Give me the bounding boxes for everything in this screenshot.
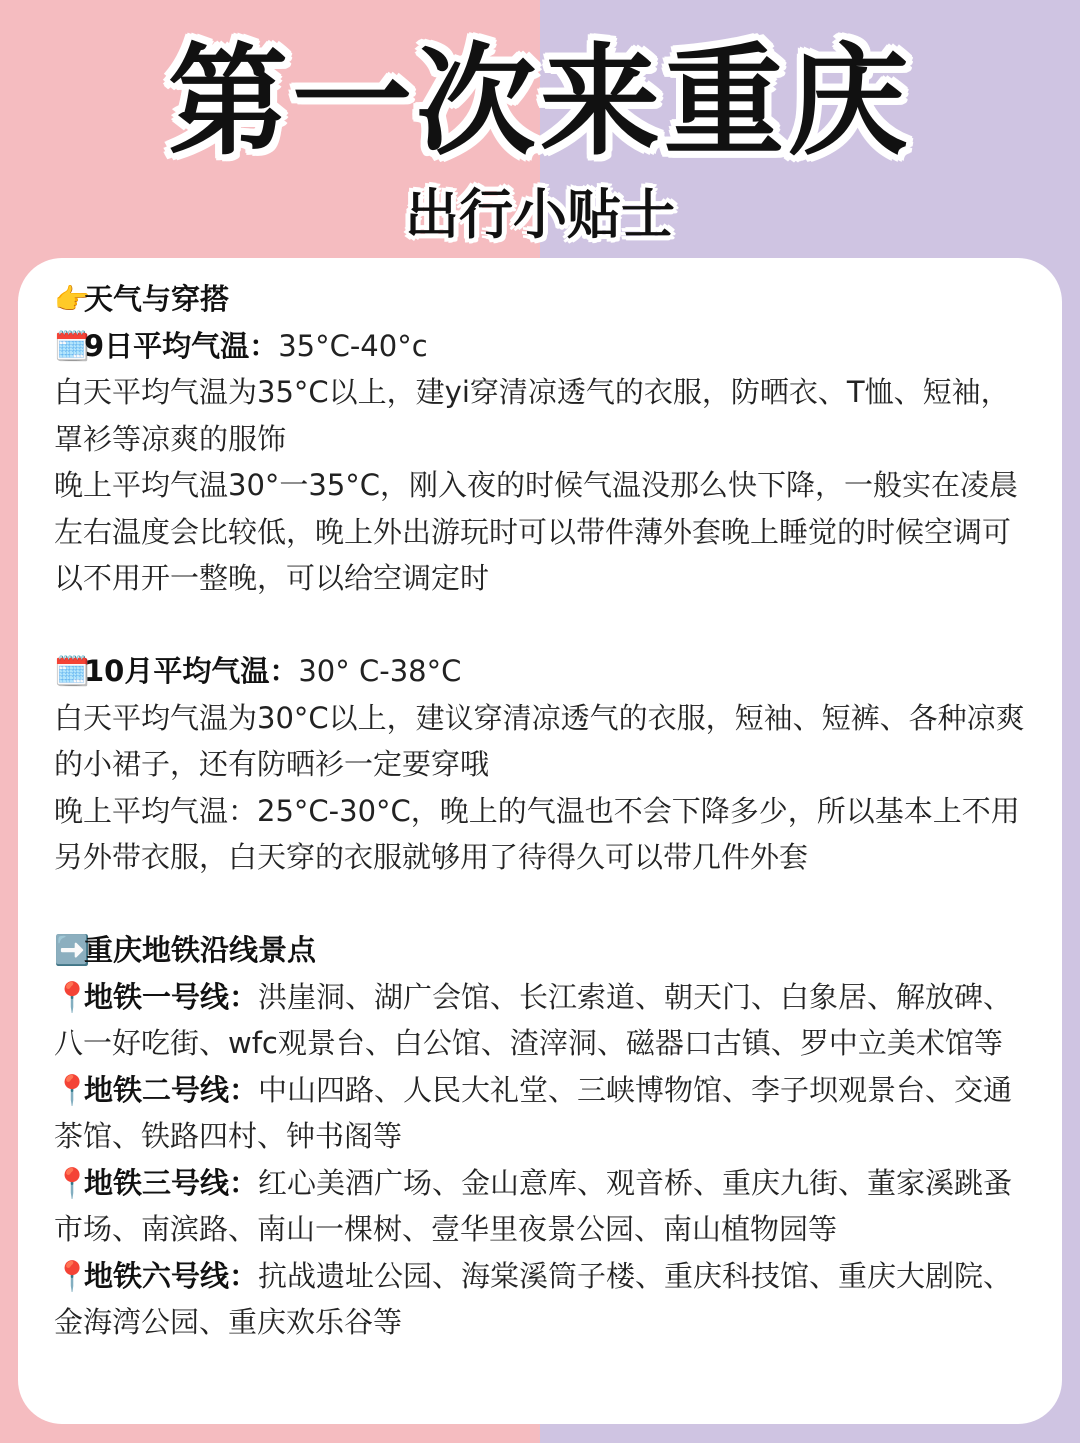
pin-icon: 📍	[54, 979, 91, 1014]
right-arrow-icon: ➡️	[54, 933, 91, 967]
metro-line-sights: 红心美酒广场、金山意库、观音桥、重庆九街、董家溪跳蚤市场、南滨路、南山一棵树、壹华里夜景公园、南山植物园等	[54, 1165, 1013, 1246]
pin-icon: 📍	[54, 1258, 91, 1293]
september-temp-label: 9日平均气温：	[84, 328, 279, 363]
section-metro-heading: ➡️重庆地铁沿线景点	[54, 927, 1029, 974]
page-title: 第一次来重庆	[168, 33, 912, 172]
metro-line-sights: 中山四路、人民大礼堂、三峡博物馆、李子坝观景台、交通茶馆、铁路四村、钟书阁等	[54, 1072, 1013, 1153]
calendar-icon: 🗓️	[54, 328, 91, 363]
calendar-icon: 🗓️	[54, 654, 91, 688]
october-temp-line	[54, 648, 1029, 695]
september-day-paragraph: 白天平均气温为35°C以上，建yi穿清凉透气的衣服，防晒衣、T恤、短袖，罩衫等凉爽的服饰	[54, 375, 1010, 456]
metro-line-6	[54, 1253, 1029, 1346]
october-night-paragraph: 晚上平均气温：25°C-30°C，晚上的气温也不会下降多少，所以基本上不用另外带衣服，白天穿的衣服就够用了待得久可以带几件外套	[54, 793, 1020, 874]
metro-line-2	[54, 1067, 1029, 1160]
metro-line-1	[54, 974, 1029, 1067]
metro-line-sights: 洪崖洞、湖广会馆、长江索道、朝天门、白象居、解放碑、八一好吃街、wfc观景台、白公馆、渣滓洞、磁器口古镇、罗中立美术馆等	[54, 979, 1013, 1060]
metro-line-label: 地铁二号线：	[84, 1072, 259, 1107]
content-card	[18, 258, 1062, 1424]
pointing-hand-icon: 👉	[54, 282, 91, 316]
spacer	[54, 602, 1029, 649]
september-temp-value: 35°C-40°c	[278, 328, 428, 363]
october-temp-label: 10月平均气温：	[84, 654, 299, 688]
september-temp-line	[54, 323, 1029, 370]
metro-line-label: 地铁一号线：	[84, 979, 259, 1014]
metro-line-sights: 抗战遗址公园、海棠溪筒子楼、重庆科技馆、重庆大剧院、金海湾公园、重庆欢乐谷等	[54, 1258, 1013, 1339]
pin-icon: 📍	[54, 1072, 91, 1107]
pin-icon: 📍	[54, 1165, 91, 1200]
metro-line-label: 地铁三号线：	[84, 1165, 259, 1200]
page-subtitle: 出行小贴士	[405, 183, 675, 246]
spacer	[54, 881, 1029, 928]
october-day-paragraph: 白天平均气温为30°C以上，建议穿清凉透气的衣服，短袖、短裤、各种凉爽的小裙子，还有防晒衫一定要穿哦	[54, 700, 1025, 781]
september-night-paragraph: 晚上平均气温30°一35°C，刚入夜的时候气温没那么快下降，一般实在凌晨左右温度会比较低，晚上外出游玩时可以带件薄外套晚上睡觉的时候空调可以不用开一整晚，可以给空调定时	[54, 468, 1019, 595]
metro-line-3	[54, 1160, 1029, 1253]
october-temp-value: 30° C-38°C	[298, 654, 462, 688]
section-weather-heading: 👉天气与穿搭	[54, 276, 1029, 323]
metro-line-label: 地铁六号线：	[84, 1258, 259, 1293]
card-content	[54, 276, 1029, 1346]
